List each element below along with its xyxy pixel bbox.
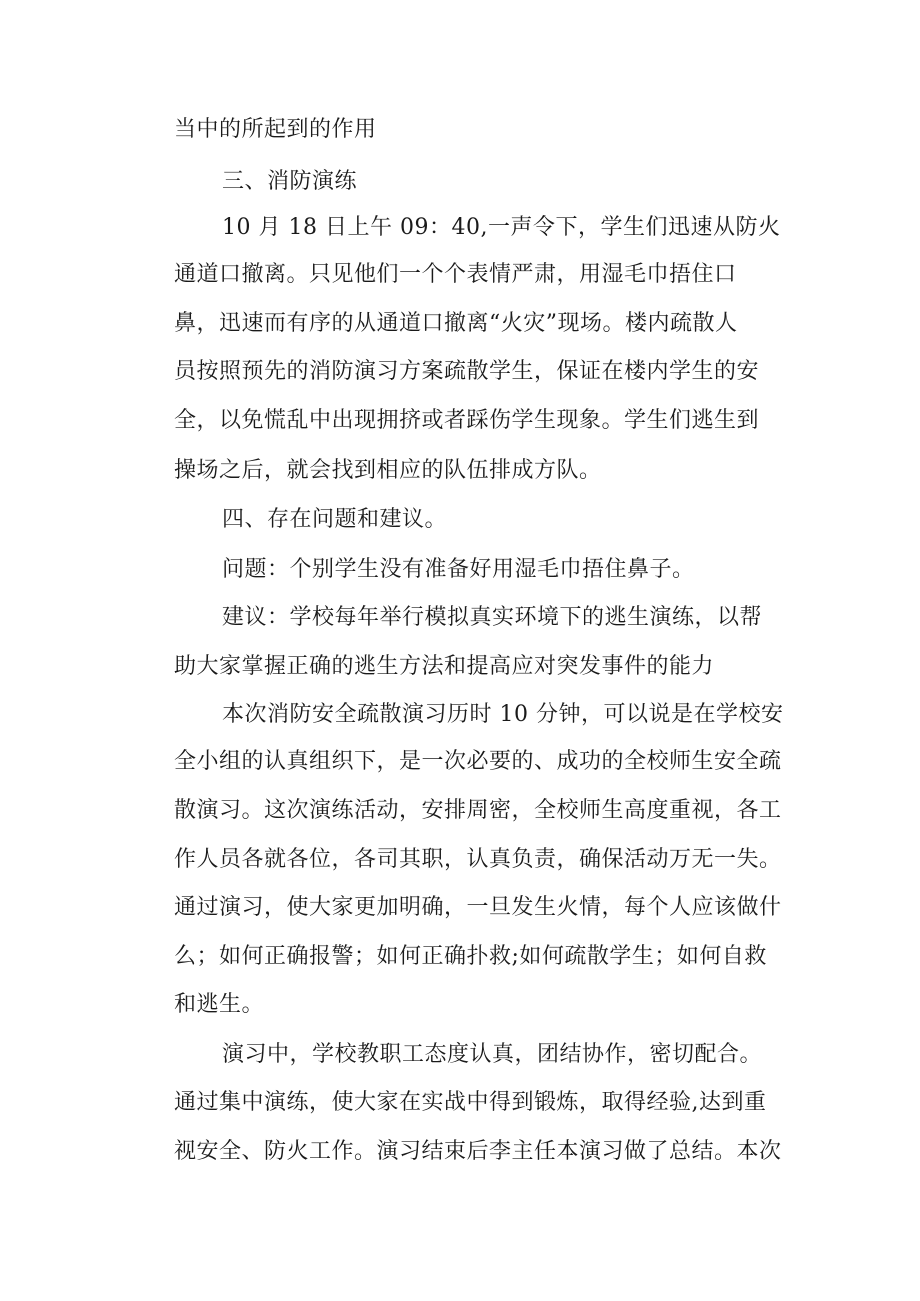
text-line: 建议：学校每年举行模拟真实环境下的逃生演练，以帮 xyxy=(222,605,763,630)
text-line: 本次消防安全疏散演习历时 10 分钟，可以说是在学校安 xyxy=(222,702,784,727)
text-line: 通道口撤离。只见他们一个个表情严肃，用湿毛巾捂住口 xyxy=(174,262,737,287)
text-line: 助大家掌握正确的逃生方法和提高应对突发事件的能力 xyxy=(174,654,715,679)
section-heading: 四、存在问题和建议。 xyxy=(222,507,448,532)
text-line: 通过演习，使大家更加明确，一旦发生火情，每个人应该做什 xyxy=(174,895,782,920)
text-line: 鼻，迅速而有序的从通道口撤离“火灾”现场。楼内疏散人 xyxy=(174,311,738,336)
text-line: 散演习。这次演练活动，安排周密，全校师生高度重视，各工 xyxy=(174,798,782,823)
text-line: 演习中，学校教职工态度认真，团结协作，密切配合。 xyxy=(222,1042,763,1067)
text-line: 当中的所起到的作用 xyxy=(174,117,377,142)
text-line: 10 月 18 日上午 09：40,一声令下，学生们迅速从防火 xyxy=(222,215,781,240)
text-line: 视安全、防火工作。演习结束后李主任本演习做了总结。本次 xyxy=(174,1139,782,1164)
text-line: 员按照预先的消防演习方案疏散学生，保证在楼内学生的安 xyxy=(174,359,760,384)
text-line: 操场之后，就会找到相应的队伍排成方队。 xyxy=(174,458,602,483)
text-line: 通过集中演练，使大家在实战中得到锻炼，取得经验,达到重 xyxy=(174,1090,767,1115)
text-line: 作人员各就各位，各司其职，认真负责，确保活动万无一失。 xyxy=(174,847,782,872)
text-line: 和逃生。 xyxy=(174,992,265,1017)
text-line: 全，以免慌乱中出现拥挤或者踩伤学生现象。学生们逃生到 xyxy=(174,408,760,433)
text-line: 全小组的认真组织下，是一次必要的、成功的全校师生安全疏 xyxy=(174,749,782,774)
text-line: 么；如何正确报警；如何正确扑救;如何疏散学生；如何自救 xyxy=(174,944,767,969)
section-heading: 三、消防演练 xyxy=(222,169,358,194)
text-line: 问题：个别学生没有准备好用湿毛巾捂住鼻子。 xyxy=(222,557,695,582)
